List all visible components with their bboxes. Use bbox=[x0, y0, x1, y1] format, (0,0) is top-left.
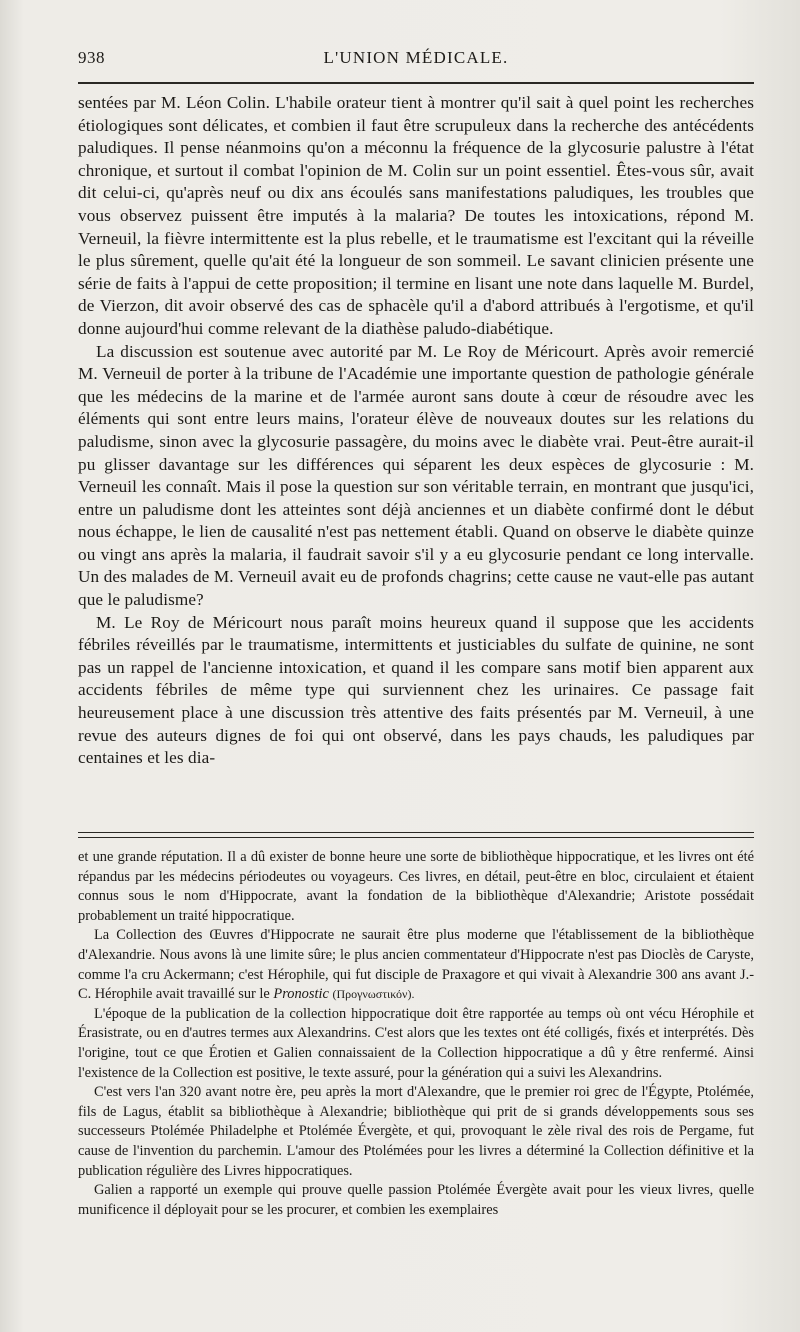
main-text-column bbox=[78, 92, 754, 770]
journal-title: L'UNION MÉDICALE. bbox=[323, 48, 509, 67]
footnote-paragraph: Galien a rapporté un exemple qui prouve quelle passion Ptolémée Évergète avait pour les vieux livres, quelle munificence il déployait pour se les procurer, et combien les exemplaires bbox=[78, 1182, 754, 1218]
header-rule bbox=[78, 82, 754, 84]
footnote-paragraph: C'est vers l'an 320 avant notre ère, peu après la mort d'Alexandre, que le premier roi grec de l'Égypte, Ptolémée, fils de Lagus, établit sa bibliothèque à Alexandrie; bibliothèque qui prit de si grands développements sous ses successeurs Ptolémée Philadelphe et Ptolémée Évergète, et qui, provoquant le zèle rival des rois de Pergame, fut cause de l'invention du parchemin. L'amour des Ptolémées pour les livres a déterminé la Collection définitive et la publication régulière des Livres hippocratiques. bbox=[78, 1084, 754, 1179]
footnote-text: La Collection des Œuvres d'Hippocrate ne saurait être plus moderne que l'établissement de la bibliothèque d'Alexandrie. Nous avons là une limite sûre; le plus ancien commentateur d'Hippocrate n'est pas Dioclès de Caryste, comme l'a cru Ackermann; c'est Hérophile, qui fut disciple de Praxagore et qui vivait à Alexandrie 300 ans avant J.-C. Hérophile avait travaillé sur le bbox=[78, 927, 754, 1003]
footnote-column bbox=[78, 848, 754, 1220]
main-paragraph: sentées par M. Léon Colin. L'habile orateur tient à montrer qu'il sait à quel point les recherches étiologiques sont délicates, et combien il faut être scrupuleux dans la recherche des antécédents paludiques. Il pense néanmoins qu'on a méconnu la fréquence de la glycosurie palustre à l'état chronique, et surtout il combat l'opinion de M. Colin sur un point essentiel. Êtes-vous sûr, avait dit celui-ci, qu'après neuf ou dix ans écoulés sans manifestations paludiques, les troubles que vous observez puissent être imputés à la malaria? De toutes les intoxications, répond M. Verneuil, la fièvre intermittente est la plus rebelle, et le traumatisme est l'excitant qui la réveille le plus sûrement, quelle qu'ait été la longueur de son sommeil. Le savant clinicien présente une série de faits à l'appui de cette proposition; il termine en lisant une note dans laquelle M. Burdel, de Vierzon, dit avoir observé des cas de sphacèle qu'il a d'abord attribués à l'ergotisme, et qu'il donne aujourd'hui comme relevant de la diathèse paludo-diabétique. bbox=[78, 93, 754, 338]
main-paragraph: La discussion est soutenue avec autorité par M. Le Roy de Méricourt. Après avoir remercié M. Verneuil de porter à la tribune de l'Académie une importante question de pathologie générale que les médecins de la marine et de l'armée auront sans doute à cœur de résoudre avec les éléments qui sont entre leurs mains, l'orateur élève de nouveaux doutes sur les relations du paludisme, sinon avec la glycosurie passagère, du moins avec le diabète vrai. Peut-être aurait-il pu glisser davantage sur les différences qui séparent les deux espèces de glycosurie : M. Verneuil les connaît. Mais il pose la question sur son véritable terrain, en montrant que jusqu'ici, entre un paludisme dont les atteintes sont déjà anciennes et un diabète confirmé dont le début nous échappe, le lien de causalité n'est pas nettement établi. Quand on observe le diabète quinze ou vingt ans après la malaria, il faudrait savoir s'il y a eu glycosurie pendant ce long intervalle. Un des malades de M. Verneuil avait eu de profonds chagrins; cette cause ne vaut-elle pas autant que le paludisme? bbox=[78, 341, 754, 610]
page-header bbox=[78, 44, 754, 76]
footnote-separator bbox=[78, 832, 754, 838]
greek-title: (Προγνωστικόν). bbox=[332, 987, 415, 1002]
work-title: Pronostic bbox=[273, 986, 329, 1003]
footnote-paragraph: et une grande réputation. Il a dû exister de bonne heure une sorte de bibliothèque hippocratique, et les livres ont été répandus par les médecins périodeutes ou voyageurs. Ces livres, en détail, peut-être en bloc, circulaient et étaient connus sous le nom d'Hippocrate, avant la fondation de la bibliothèque d'Alexandrie; Aristote possédait probablement un traité hippocratique. bbox=[78, 849, 754, 924]
page-number: 938 bbox=[78, 48, 105, 67]
footnote-paragraph: L'époque de la publication de la collection hippocratique doit être rapportée au temps où ont vécu Hérophile et Érasistrate, ou en d'autres termes aux Alexandrins. C'est alors que les textes ont été colligés, fixés et interprétés. Dès l'origine, tout ce que Érotien et Galien connaissaient de la Collection hippocratique a dû y être renfermé. Ainsi l'existence de la Collection est positive, le texte assuré, pour la génération qui a suivi les Alexandrins. bbox=[78, 1005, 754, 1081]
main-paragraph: M. Le Roy de Méricourt nous paraît moins heureux quand il suppose que les accidents fébriles réveillés par le traumatisme, intermittents et justiciables du sulfate de quinine, ne sont pas un rappel de l'ancienne intoxication, et quand il les compare sans motif bien apparent aux accidents fébriles de même type qui surviennent chez les urinaires. Ce passage fait heureusement place à une discussion très attentive des faits présentés par M. Verneuil, à une revue des auteurs dignes de foi qui ont observé, dans les pays chauds, les paludiques par centaines et les dia- bbox=[78, 612, 754, 768]
footnote-paragraph bbox=[78, 926, 754, 1004]
